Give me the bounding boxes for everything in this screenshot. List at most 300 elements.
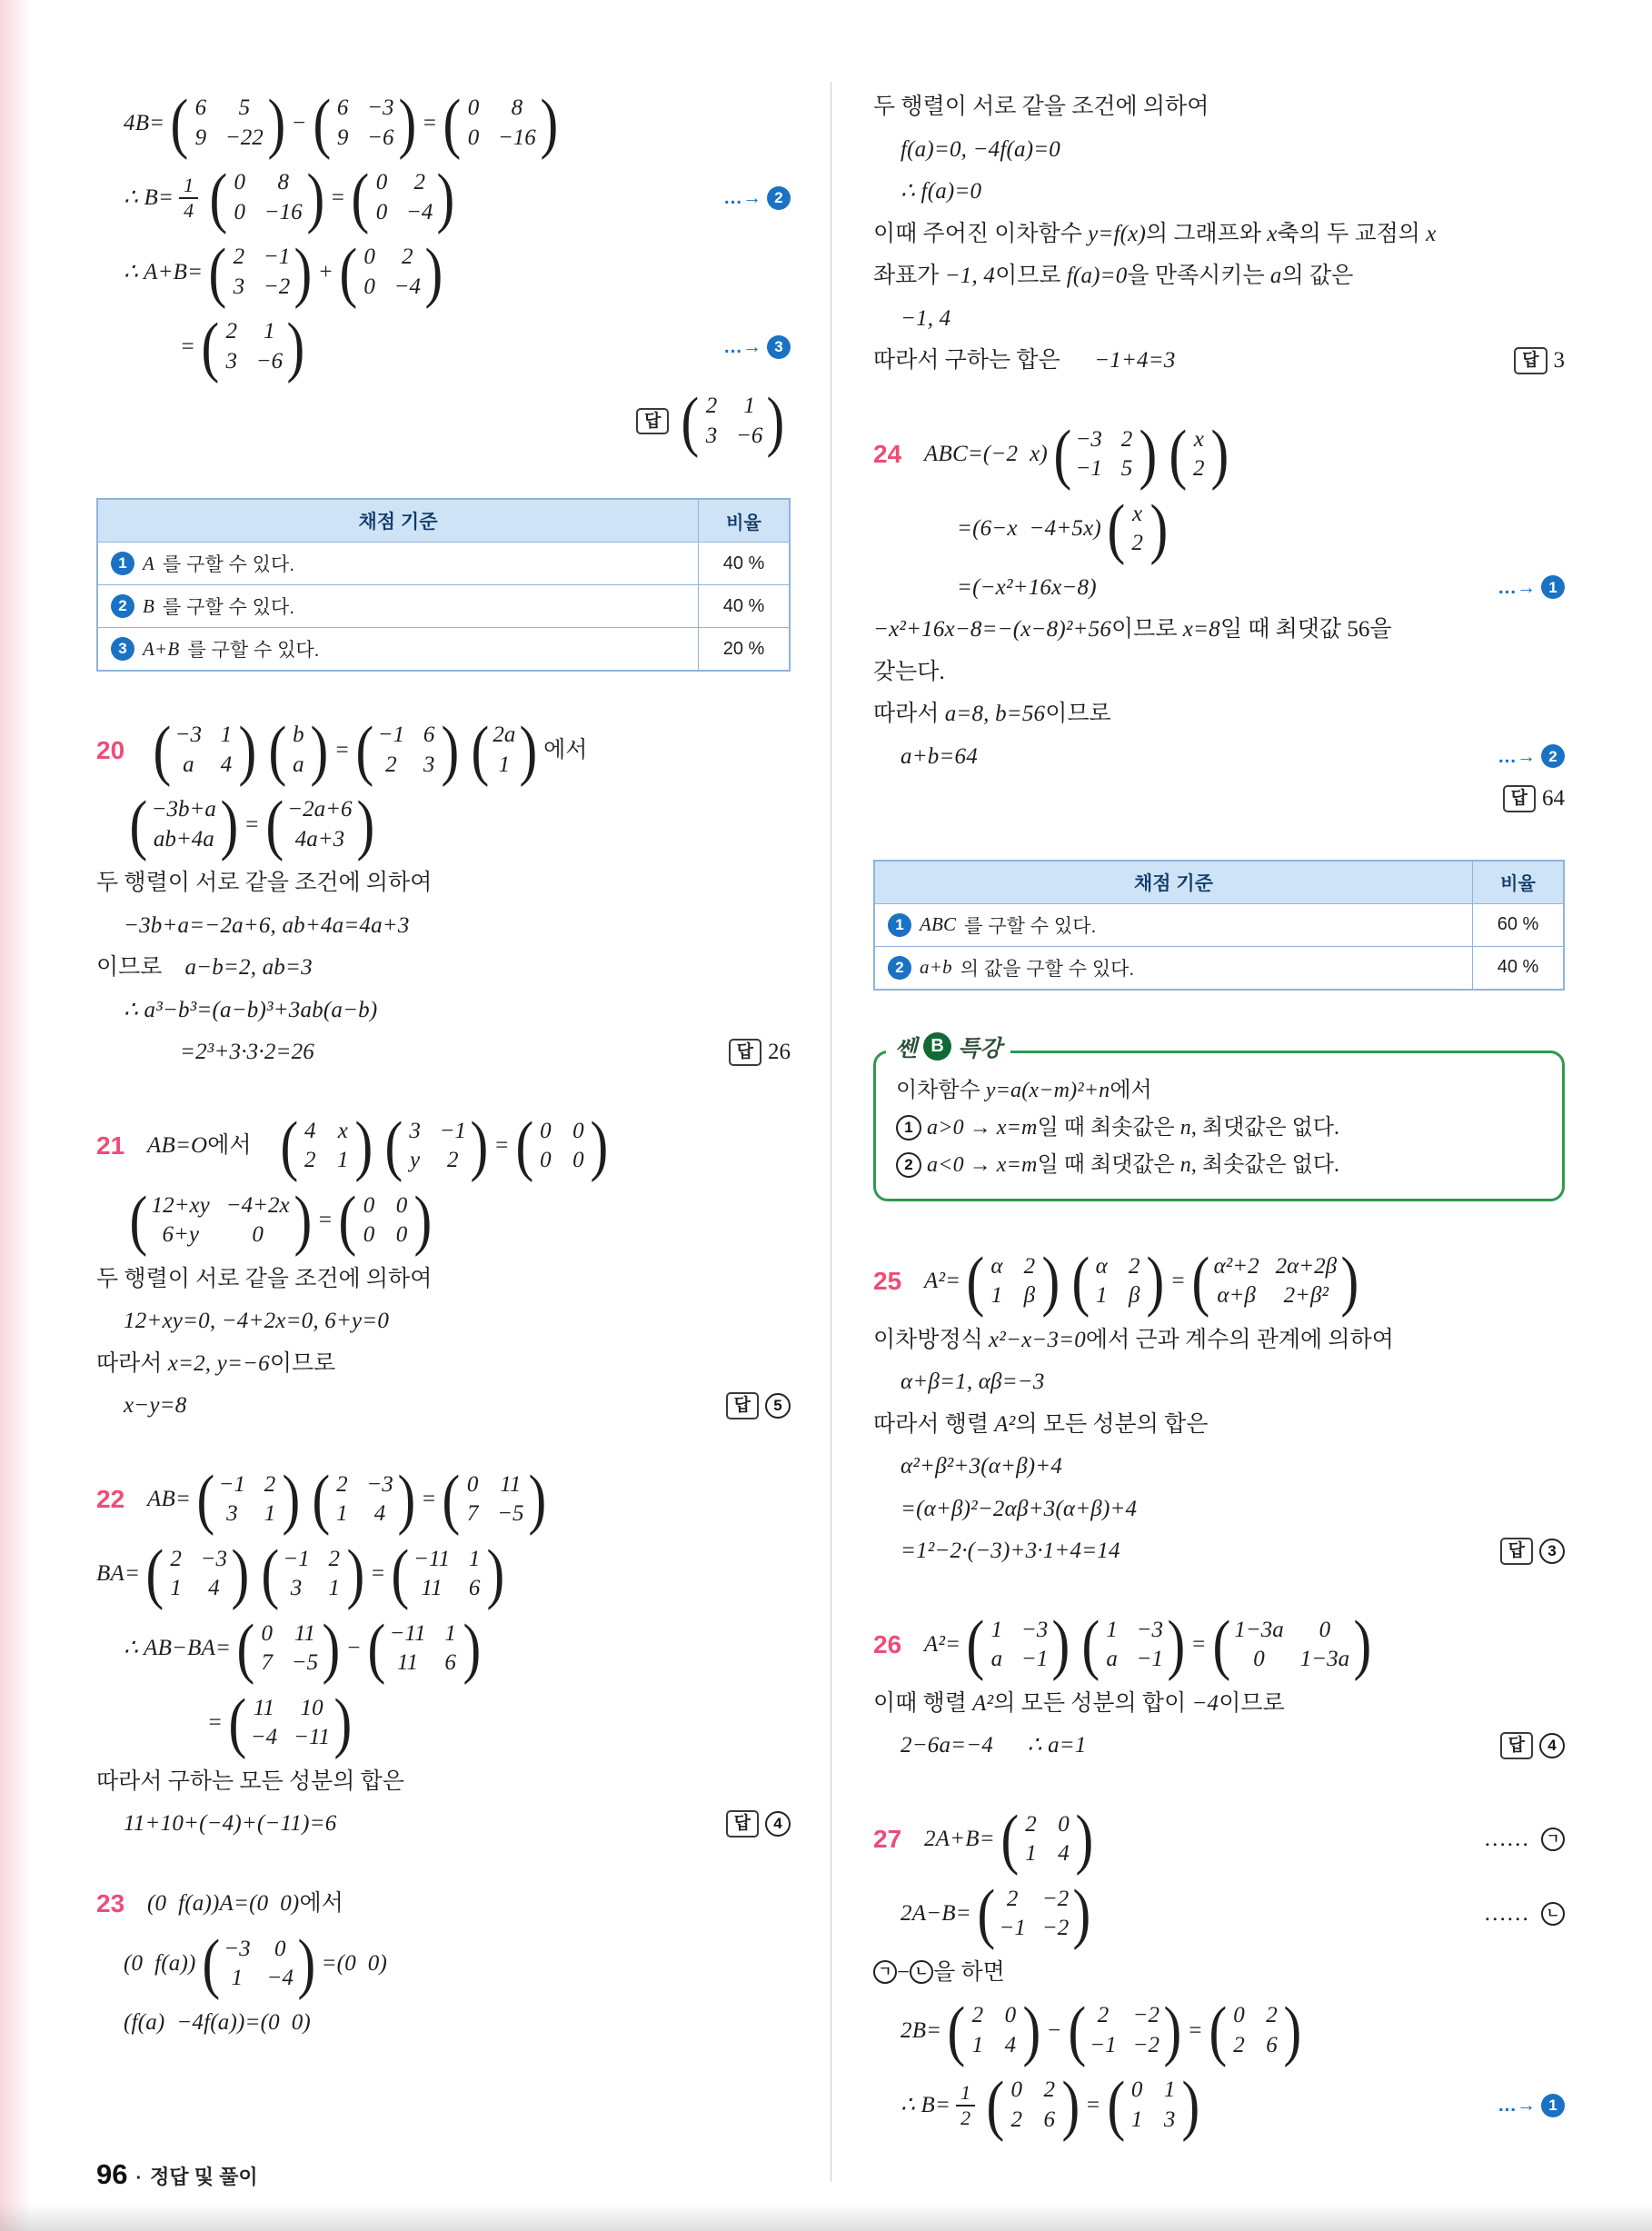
line-main [873,1408,1208,1442]
matrix-cell: −1 [439,1118,466,1143]
solution-line [901,1449,1565,1484]
matrix-cell: 4a+3 [294,826,345,852]
math-expression: 11+10+(−4)+(−11)=6 [124,1811,337,1836]
math-expression: ∴ f(a)=0 [901,179,982,204]
text: 를 구할 수 있다. [187,640,320,661]
text: 일 때 최솟값은 [1037,1115,1180,1140]
text: 이차함수 [896,1078,986,1102]
matrix: ( 4 x 2 1 ) [280,1109,373,1183]
matrix-cell: 2 [1120,426,1133,452]
matrix-cell: 2 [1131,531,1143,555]
text: 이때 행렬 [873,1690,973,1716]
text: 를 구할 수 있다. [163,554,295,575]
matrix-cell: 0 [1010,2077,1023,2102]
matrix-cell: −1 [1020,1647,1049,1671]
solution-line [873,697,1565,732]
solution-line [896,1074,1542,1107]
tip-section [873,1036,1565,1201]
matrix-cell: α+β [1217,1283,1256,1308]
line-main [124,1611,486,1686]
matrix-cell: 0 [540,1148,552,1172]
matrix-cell: −11 [294,1725,331,1749]
matrix-cell: 2 [402,244,413,269]
left-column [96,82,831,2182]
math-expression: ABC [920,913,957,935]
text: 에서 [207,1133,274,1159]
problem-25 [873,1244,1565,1569]
solution-line [901,302,1565,336]
rubric-row [875,946,1563,989]
math-expression: −x²+16x−8=−(x−8)²+56 [873,617,1112,642]
problem-26 [873,1608,1565,1763]
line-main [124,1807,336,1841]
rubric-header-ratio: 비율 [1472,862,1563,903]
solution-line [873,1687,1565,1721]
matrix-grid [1020,1807,1073,1873]
solution-line [96,1537,791,1611]
solution-line [124,993,791,1028]
line-main [873,697,1111,732]
matrix-cell: −3 [366,1471,393,1497]
matrix-cell: 7 [466,1501,479,1526]
line-main [96,1262,432,1297]
matrix-cell: ab+4a [153,826,214,852]
solution-line [96,383,791,459]
matrix-cell: −1 [218,1471,246,1497]
text: 에서 [1110,1078,1152,1102]
math-expression: BA= [96,1561,141,1587]
text: 3 [1553,348,1565,373]
problem-number: 27 [873,1825,902,1853]
math-expression: = [421,1487,437,1512]
math-expression: 2−6a=−4 [901,1733,994,1758]
matrix-cell: α [990,1253,1003,1279]
matrix-cell: 1 [990,1283,1003,1308]
line-main [96,951,313,985]
matrix-cell: −2 [1132,2003,1160,2027]
line-main [901,133,1060,167]
rubric-row [98,627,789,670]
text: 이므로 [269,1350,336,1376]
line-main [901,740,978,774]
text: , 최댓값은 없다. [1190,1115,1339,1140]
matrix: ( 2 0 1 4 ) [1000,1802,1094,1877]
matrix: ( 2 1 3 −6 ) [201,309,305,384]
answer-badge: 답 [1503,785,1536,812]
marker-circled-number: 3 [767,335,791,359]
matrix: ( 6 −3 9 −6 ) [312,85,416,161]
line-main [924,1608,1378,1682]
matrix: ( 0 8 0 −16 ) [209,160,324,235]
matrix-cell: 1 [220,722,233,747]
text: 두 행렬이 서로 같을 조건에 의하여 [96,871,433,895]
text: 이므로 [1219,1690,1285,1716]
rubric-row [875,903,1563,946]
matrix-cell: 2 [1097,2003,1110,2027]
matrix-cell: 1−3a [1299,1647,1350,1671]
matrix-cell: 1 [336,1501,348,1526]
circled-korean-label: ㄴ [910,1960,933,1984]
matrix-cell: β [1023,1283,1036,1308]
text: 의 값은 [1281,264,1354,288]
matrix-cell: −2 [1132,2032,1160,2057]
text: 따라서 [96,1350,168,1376]
matrix-cell: 4 [304,1118,316,1143]
math-expression: 2A−B= [901,1901,971,1927]
solution-line [901,1492,1565,1527]
matrix-grid [300,1113,353,1180]
math-expression: (f(a) −4f(a))=(0 0) [124,2009,311,2035]
matrix-grid [388,1616,461,1682]
math-expression: 12+xy=0, −4+2x=0, 6+y=0 [124,1309,390,1333]
matrix-cell: −1 [377,722,405,747]
line-right [1489,1538,1565,1565]
line-main [896,1074,1152,1107]
rubric-header [875,862,1563,903]
problem-number: 26 [873,1630,902,1658]
problem-number: 21 [96,1131,125,1160]
rubric-ratio: 60 % [1472,904,1563,946]
text: 의 그래프와 [1145,221,1268,246]
answer-badge: 답 [636,408,669,435]
math-expression: y=f(x) [1088,221,1146,246]
problem-23 [96,1885,791,2040]
matrix-cell: 1 [1095,1283,1108,1308]
line-main [207,1686,358,1760]
matrix: ( 2 −3 1 4 ) [145,1537,250,1611]
text: 이므로 [1045,702,1111,726]
matrix-cell: 4 [208,1576,220,1600]
step-marker [1498,2091,1565,2120]
solution-line [873,1244,1565,1319]
matrix-cell: 0 [363,1192,375,1218]
math-expression: −1, 4 [944,264,996,288]
math-expression: ∴ a³−b³=(a−b)³+3ab(a−b) [124,997,378,1022]
solution-line [957,571,1565,605]
line-main [924,1244,1365,1319]
matrix-cell: 2 [336,1471,348,1497]
solution-line [124,1183,791,1258]
matrix-cell: 0 [1058,1811,1070,1837]
text: 64 [1542,786,1565,811]
scan-bottom-shadow [0,2204,1652,2231]
math-expression: = [493,1133,510,1159]
text: 두 행렬이 서로 같을 조건에 의하여 [96,1266,433,1291]
problem-20 [96,712,791,1070]
line-main [896,1149,1339,1181]
matrix-cell: 0 [261,1620,274,1646]
matrix: ( 12+xy −4+2x 6+y 0 ) [129,1183,312,1258]
line-main [873,1956,1005,1990]
math-expression: = [422,110,438,135]
line-right [1473,1822,1565,1857]
solution-line [96,1347,791,1381]
line-main [124,1927,388,2001]
matrix-cell: −3 [1136,1617,1163,1642]
matrix-cell: 2 [233,244,245,269]
matrix-cell: 2 [1006,1886,1019,1911]
line-main [957,492,1173,566]
rubric-header-criteria: 채점 기준 [1134,872,1213,894]
matrix-grid [191,90,265,156]
matrix-grid [359,1188,412,1254]
matrix-cell: 5 [238,95,251,120]
footer-title: 정답 및 풀이 [150,2166,258,2188]
matrix-cell: 0 [1233,2003,1245,2027]
matrix-grid [1007,2072,1060,2138]
matrix: ( −3 0 1 −4 ) [202,1927,316,2001]
solution-line [124,85,791,161]
math-expression: = [370,1561,386,1587]
matrix: ( 2 −1 3 −2 ) [208,234,313,310]
matrix-grid [332,1467,394,1533]
circled-korean-label: ㄴ [1541,1902,1565,1926]
matrix: ( −3 2 −1 5 ) [1053,417,1158,492]
line-right [715,1392,791,1419]
matrix: ( 11 10 −4 −11 ) [228,1686,353,1760]
matrix: ( 2 −3 1 4 ) [312,1462,415,1537]
matrix-cell: 0 [467,124,480,150]
math-expression: =(α+β)²−2αβ+3(α+β)+4 [901,1496,1138,1521]
math-expression: a+b [920,956,952,978]
solution-line [124,1927,791,2001]
matrix-cell: 2 [1043,2077,1056,2102]
solution-line [873,259,1565,294]
text: 갖는다. [873,659,945,684]
matrix: ( 0 2 0 −4 ) [351,160,455,235]
math-expression: x=8 [1182,617,1220,642]
matrix-cell: 1 [468,1546,481,1571]
line-right [712,184,791,213]
rubric-row [98,584,789,627]
rubric-ratio: 40 % [698,543,789,584]
solution-line [901,1365,1565,1399]
matrix-grid [463,90,538,156]
matrix-cell: −3 [174,722,203,747]
matrix-cell: 2 [1193,456,1205,481]
matrix-cell: 11 [294,1620,316,1646]
solution-line [96,1765,791,1799]
line-main [901,1365,1045,1399]
text: − [897,1959,911,1985]
solution-line [896,1111,1542,1144]
matrix-cell: 1 [498,752,511,777]
matrix-cell: 1 [1106,1617,1118,1642]
matrix: ( x 2 ) [1107,492,1168,566]
marker-arrow: …→ [1498,745,1536,767]
math-expression: = [317,1208,333,1233]
line-answer [625,383,791,459]
solution-line [896,1149,1542,1181]
matrix-grid [376,717,439,783]
matrix-cell: y [410,1148,421,1172]
matrix-cell: 3 [423,752,435,777]
line-answer [1492,782,1565,816]
matrix-cell: −4 [406,199,433,224]
text: 따라서 행렬 [873,1411,995,1437]
matrix-cell: −3 [1020,1617,1049,1642]
math-expression: AB=O [147,1133,208,1159]
line-main [147,1887,343,1921]
matrix-cell: 6+y [162,1222,199,1247]
math-expression: a<0 [927,1152,964,1177]
solution-line [207,1686,791,1760]
matrix-cell: 11 [396,1650,419,1675]
line-main [873,1687,1285,1721]
matrix: ( 2a 1 ) [471,712,538,788]
line-main [124,1389,186,1423]
line-main [124,1304,389,1339]
math-expression: x=m [996,1152,1038,1177]
text: 에서 [299,1890,343,1916]
math-expression: =1²−2·(−3)+3·1+4=14 [901,1539,1120,1563]
fraction [956,2081,975,2129]
math-expression: α+β=1, αβ=−3 [901,1369,1045,1394]
matrix-cell: 2 [971,2003,984,2027]
matrix-grid [1229,1997,1281,2064]
matrix-cell: 3 [705,423,718,448]
matrix-cell: 2 [1025,1811,1037,1837]
math-expression: y=a(x−m)²+n [985,1078,1110,1102]
matrix-grid [1127,2072,1179,2138]
matrix-cell: −2 [1041,1886,1070,1911]
solution-line [124,787,791,862]
rubric-criteria [875,947,1472,989]
text: 에서 근과 계수의 관계에 의하여 [1085,1327,1394,1352]
answer-badge: 답 [726,1810,759,1838]
math-expression: f(a)=0 [1066,264,1128,288]
rubric-step-number: 3 [111,637,134,661]
solution-line [873,1323,1565,1358]
matrix-cell: 9 [336,124,349,150]
choice-circled-number: 1 [896,1115,921,1140]
solution-line [873,782,1565,816]
math-expression: 4B= [124,110,165,135]
matrix-cell: −1 [283,1546,310,1571]
math-expression: + [317,259,333,284]
matrix: ( −2a+6 4a+3 ) [265,787,374,862]
matrix-grid [281,1541,343,1608]
matrix-cell: 8 [511,95,523,120]
matrix-grid [174,717,236,783]
matrix-cell: 3 [409,1118,421,1143]
math-expression: ∴ B= [901,2092,951,2117]
line-main [901,1449,1062,1484]
fraction [179,174,198,222]
line-main [873,344,1176,378]
matrix-cell: a [1106,1647,1118,1671]
solution-line [180,309,791,384]
answer-badge: 답 [729,1039,761,1066]
matrix-cell: 1 [231,1966,244,1990]
problem-number: 20 [96,735,125,764]
text: 이므로 [1111,617,1183,642]
text: → [963,1152,997,1177]
solution-line [957,492,1565,566]
matrix-grid [257,1616,320,1682]
matrix-cell: 0 [363,1222,375,1247]
text: 26 [768,1040,791,1064]
matrix-cell: x [337,1118,348,1143]
matrix-cell: −3 [224,1936,251,1961]
math-expression: n [1179,1115,1191,1140]
solution-line [124,160,791,235]
matrix-cell: 0 [540,1118,552,1143]
matrix-cell: 0 [466,1471,479,1497]
matrix-cell: 2a [493,722,516,747]
line-main [901,1492,1137,1527]
matrix: ( 0 2 2 6 ) [1209,1993,1302,2068]
matrix: ( −1 2 3 1 ) [261,1537,364,1611]
math-expression: f(a)=0, −4f(a)=0 [901,136,1061,162]
rubric-header-ratio: 비율 [698,500,789,542]
matrix-cell: 1 [1163,2077,1176,2102]
text: , 최솟값은 없다. [1190,1152,1339,1177]
solution-line [873,1408,1565,1442]
matrix-cell: 6 [423,722,435,747]
matrix-cell: 0 [363,244,375,269]
line-main [873,613,1391,647]
math-expression: ABC=(−2 x) [924,442,1048,467]
math-expression: a+b=64 [901,743,978,769]
matrix-cell: −3b+a [151,797,216,822]
math-expression: a=8, b=56 [944,702,1046,726]
answer-badge: 답 [1514,347,1547,374]
fraction-denominator: 4 [184,198,194,222]
matrix-cell: −5 [497,1501,524,1526]
scan-edge-tint [0,0,31,2231]
math-expression: −1, 4 [901,305,951,331]
matrix-cell: 3 [233,274,245,299]
matrix-cell: −22 [224,124,264,150]
text: → [963,1115,997,1140]
matrix-cell: 1 [264,319,275,344]
marker-circled-number: 2 [767,186,791,210]
matrix-cell: −4+2x [225,1192,290,1218]
matrix-cell: −2a+6 [287,797,353,822]
matrix-cell: 2 [170,1546,182,1571]
matrix: ( 0 11 7 −5 ) [236,1611,341,1686]
step-marker [1498,573,1565,603]
matrix: ( 0 8 0 −16 ) [443,85,559,161]
matrix-cell: −11 [389,1620,426,1646]
matrix-cell: 1 [1025,1841,1037,1866]
choice-circled-number: 2 [896,1152,921,1178]
matrix-cell: 0 [375,199,388,224]
matrix-cell: 0 [1319,1617,1331,1642]
matrix-grid [412,1541,484,1608]
solution-line [901,1877,1565,1951]
solution-line [873,217,1565,252]
text: 따라서 구하는 모든 성분의 합은 [96,1768,404,1794]
matrix-cell: −4 [250,1725,278,1749]
matrix-cell: 1 [1130,2107,1143,2132]
matrix-cell: 2 [1023,1253,1036,1279]
line-main [124,1183,438,1258]
fraction-numerator: 1 [956,2081,975,2106]
solution-line [873,613,1565,647]
line-main [924,1802,1100,1877]
line-main [957,571,1097,605]
line-main [124,160,461,235]
matrix-cell: −4 [266,1966,294,1990]
math-expression: (0 f(a))A=(0 0) [147,1890,300,1916]
tip-box [873,1051,1565,1201]
math-expression: A+B [143,637,180,660]
matrix: ( 2 0 1 4 ) [947,1993,1041,2068]
line-main [873,259,1353,294]
line-main [124,993,377,1028]
